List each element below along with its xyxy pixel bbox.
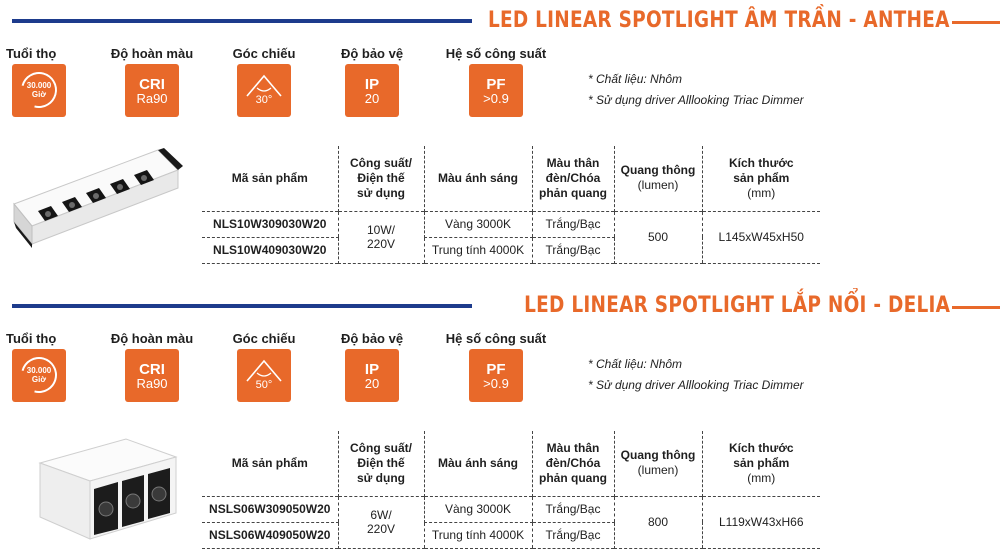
col-header-body-color: Màu thân đèn/Chóa phản quang xyxy=(532,146,614,211)
cri-badge xyxy=(125,349,179,402)
product-image-anthea xyxy=(8,148,188,253)
lifetime-unit: Giờ xyxy=(31,90,47,99)
cell-body-color: Trắng/Bạc xyxy=(532,237,614,263)
cell-power: 10W/ 220V xyxy=(338,211,424,263)
spec-cri xyxy=(104,46,200,106)
cell-luminous-flux: 800 xyxy=(614,496,702,548)
spec-cri-label: Độ hoàn màu xyxy=(110,331,194,346)
col-header-luminous-flux: Quang thông (lumen) xyxy=(614,431,702,496)
spec-power-factor-label: Hệ số công suất xyxy=(445,46,547,61)
cell-light-color: Trung tính 4000K xyxy=(424,522,532,548)
pf-badge-top: PF xyxy=(486,76,506,93)
spec-power-factor xyxy=(440,46,552,106)
pf-badge xyxy=(469,64,523,117)
col-header-luminous-flux: Quang thông (lumen) xyxy=(614,146,702,211)
spec-power-factor xyxy=(440,331,552,391)
cell-body-color: Trắng/Bạc xyxy=(532,211,614,237)
table-row xyxy=(202,496,820,522)
beam-angle-icon xyxy=(237,64,291,117)
cell-size: L119xW43xH66 xyxy=(702,496,820,548)
cri-badge-top: CRI xyxy=(139,76,165,93)
spec-lifetime-label: Tuổi thọ xyxy=(6,46,57,61)
spec-cri-label: Độ hoàn màu xyxy=(110,46,194,61)
cell-code: NSLS06W309050W20 xyxy=(202,496,338,522)
section-divider-blue xyxy=(12,19,472,23)
spec-beam-angle-label: Góc chiếu xyxy=(232,46,296,61)
note-material: * Chất liệu: Nhôm xyxy=(588,72,683,86)
spec-ip-label: Độ bảo vệ xyxy=(340,331,404,346)
spec-lifetime xyxy=(6,331,72,384)
section-title: LED LINEAR SPOTLIGHT LẮP NỔI - DELIA xyxy=(523,293,950,318)
beam-angle-value: 30° xyxy=(255,94,273,106)
col-header-body-color: Màu thân đèn/Chóa phản quang xyxy=(532,431,614,496)
cell-code: NLS10W309030W20 xyxy=(202,211,338,237)
col-header-power: Công suất/ Điện thế sử dụng xyxy=(338,146,424,211)
cell-size: L145xW45xH50 xyxy=(702,211,820,263)
cell-light-color: Vàng 3000K xyxy=(424,496,532,522)
product-spec-table xyxy=(202,431,820,549)
spec-ip xyxy=(336,331,408,391)
lifetime-value: 30.000 xyxy=(26,81,52,90)
ip-badge-bottom: 20 xyxy=(364,91,380,106)
pf-badge xyxy=(469,349,523,402)
col-header-code: Mã sản phẩm xyxy=(231,455,308,470)
cell-light-color: Trung tính 4000K xyxy=(424,237,532,263)
lifetime-cycle-icon xyxy=(12,349,66,402)
spec-lifetime-label: Tuổi thọ xyxy=(6,331,57,346)
note-material: * Chất liệu: Nhôm xyxy=(588,357,683,371)
spec-ip-label: Độ bảo vệ xyxy=(340,46,404,61)
ip-badge-bottom: 20 xyxy=(364,376,380,391)
product-image-delia xyxy=(36,435,216,545)
ip-badge-top: IP xyxy=(364,361,380,378)
col-header-light-color: Màu ánh sáng xyxy=(424,431,532,496)
lifetime-value: 30.000 xyxy=(26,366,52,375)
section-divider-blue xyxy=(12,304,472,308)
spec-cri xyxy=(104,331,200,391)
note-driver: * Sử dụng driver Alllooking Triac Dimmer xyxy=(588,93,804,107)
cri-badge xyxy=(125,64,179,117)
note-driver: * Sử dụng driver Alllooking Triac Dimmer xyxy=(588,378,804,392)
pf-badge-bottom: >0.9 xyxy=(483,376,509,391)
section-title: LED LINEAR SPOTLIGHT ÂM TRẦN - ANTHEA xyxy=(488,8,950,33)
spec-lifetime xyxy=(6,46,72,99)
ip-badge-top: IP xyxy=(364,76,380,93)
section-divider-orange xyxy=(952,306,1000,309)
cri-badge-bottom: Ra90 xyxy=(136,91,168,106)
spec-power-factor-label: Hệ số công suất xyxy=(445,331,547,346)
cell-body-color: Trắng/Bạc xyxy=(532,496,614,522)
cell-power: 6W/ 220V xyxy=(338,496,424,548)
spec-notes xyxy=(588,69,804,111)
lifetime-cycle-icon xyxy=(12,64,66,117)
spec-notes xyxy=(588,354,804,396)
ip-badge xyxy=(345,349,399,402)
spec-beam-angle xyxy=(226,46,302,106)
spec-ip xyxy=(336,46,408,106)
ip-badge xyxy=(345,64,399,117)
col-header-size: Kích thước sản phẩm (mm) xyxy=(702,431,820,496)
cell-luminous-flux: 500 xyxy=(614,211,702,263)
beam-angle-value: 50° xyxy=(255,379,273,391)
cell-code: NSLS06W409050W20 xyxy=(202,522,338,548)
cell-light-color: Vàng 3000K xyxy=(424,211,532,237)
lifetime-unit: Giờ xyxy=(31,375,47,384)
beam-angle-icon xyxy=(237,349,291,402)
spec-beam-angle-label: Góc chiếu xyxy=(232,331,296,346)
spec-beam-angle xyxy=(226,331,302,391)
cri-badge-top: CRI xyxy=(139,361,165,378)
col-header-light-color: Màu ánh sáng xyxy=(424,146,532,211)
col-header-power: Công suất/ Điện thế sử dụng xyxy=(338,431,424,496)
product-spec-table xyxy=(202,146,820,264)
product-section-delia xyxy=(0,285,1000,550)
cell-body-color: Trắng/Bạc xyxy=(532,522,614,548)
pf-badge-bottom: >0.9 xyxy=(483,91,509,106)
cell-code: NLS10W409030W20 xyxy=(202,237,338,263)
section-divider-orange xyxy=(952,21,1000,24)
col-header-code: Mã sản phẩm xyxy=(231,170,308,185)
pf-badge-top: PF xyxy=(486,361,506,378)
table-row xyxy=(202,211,820,237)
cri-badge-bottom: Ra90 xyxy=(136,376,168,391)
col-header-size: Kích thước sản phẩm (mm) xyxy=(702,146,820,211)
